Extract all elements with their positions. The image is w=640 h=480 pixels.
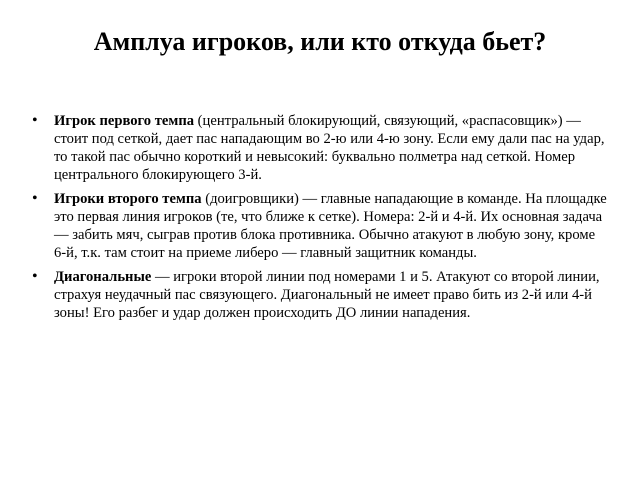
bullet-icon: • xyxy=(32,190,38,207)
term-first-tempo: Игрок первого темпа xyxy=(54,113,195,129)
description-second-tempo: (доигровщики) — главные нападающие в команде. На площадке это первая линия игроков (те, что ближе к сетке). Номера: 2-й и 4-й. Их основная задача — забить мяч, сыграв против блока противника. Обычно атакуют в любую зону, кроме 6-й, т.к. там стоит на приеме либеро — главный защитник команды. xyxy=(54,191,607,261)
list-item-second-tempo xyxy=(30,190,610,262)
bullet-list xyxy=(30,112,610,328)
bullet-icon: • xyxy=(32,268,38,285)
description-first-tempo: (центральный блокирующий, связующий, «распасовщик») — стоит под сеткой, дает пас нападающим во 2-ю или 4-ю зону. Если ему дали пас на удар, то такой пас обычно короткий и невысокий: буквально полметра над сеткой. Номер центрального блокирующего 3-й. xyxy=(54,113,605,183)
list-item-diagonal xyxy=(30,268,610,322)
term-second-tempo: Игроки второго темпа xyxy=(54,191,202,207)
description-diagonal: — игроки второй линии под номерами 1 и 5. Атакуют со второй линии, страхуя неудачный пас связующего. Диагональный не имеет право бить из 2-й или 4-й зоны! Его разбег и удар должен происходить ДО линии нападения. xyxy=(54,269,600,321)
list-item-first-tempo xyxy=(30,112,610,184)
slide-title: Амплуа игроков, или кто откуда бьет? xyxy=(93,27,547,56)
term-diagonal: Диагональные xyxy=(54,269,152,285)
bullet-icon: • xyxy=(32,112,38,129)
